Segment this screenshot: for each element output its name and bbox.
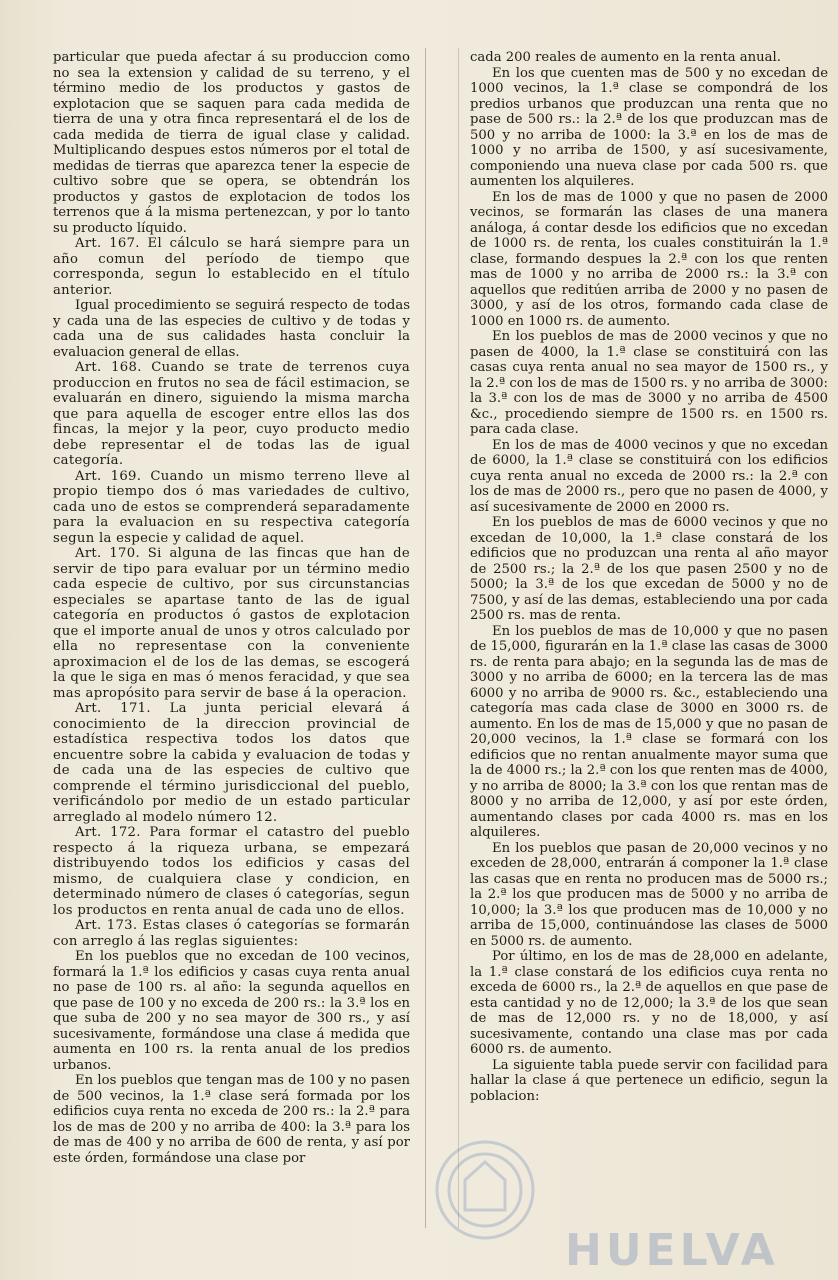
article-173: Art. 173. Estas clases ó categorías se formarán con arreglo á las reglas siguientes:: [53, 918, 410, 949]
article-167: Art. 167. El cálculo se hará siempre para un año comun del período de tiempo que corresponda, segun lo establecido en el título anterior.: [53, 236, 410, 298]
paragraph: En los pueblos que pasan de 20,000 vecinos y no exceden de 28,000, entrarán á componer la 1.ª clase las casas que en renta no producen mas de 5000 rs.; la 2.ª los que producen mas de 5000 y no arriba de 10,000; la 3.ª los que producen mas de 10,000 y no arriba de 15,000, continuándose las clases de 5000 en 5000 rs. de aumento.: [470, 840, 828, 949]
article-169: Art. 169. Cuando un mismo terreno lleve al propio tiempo dos ó mas variedades de cultivo, cada uno de estos se comprenderá separadamente para la evaluacion en su respectiva categoría segun la especie y calidad de aquel.: [53, 468, 410, 546]
paragraph: Igual procedimiento se seguirá respecto de todas y cada una de las especies de cultivo y de todas y cada una de sus calidades hasta concluir la evaluacion general de ellas.: [53, 298, 410, 360]
article-172: Art. 172. Para formar el catastro del pueblo respecto á la riqueza urbana, se empezará distribuyendo todos los edificios y casas del mismo, de cualquiera clase y condicion, en determinado número de clases ó categorías, segun los productos en renta anual de cada uno de ellos.: [53, 825, 410, 918]
paragraph: Por último, en los de mas de 28,000 en adelante, la 1.ª clase constará de los edificios cuya renta no exceda de 6000 rs., la 2.ª de aquellos en que pase de esta cantidad y no de 12,000; la 3.ª de los que sean de mas de 12,000 rs. y no de 18,000, y así sucesivamente, contando una clase mas por cada 6000 rs. de aumento.: [470, 949, 828, 1057]
right-text-column: [470, 50, 828, 1104]
watermark-text: HUELVA: [565, 1225, 779, 1276]
article-171: Art. 171. La junta pericial elevará á conocimiento de la direccion provincial de estadística respectiva todos los datos que encuentre sobre la cabida y evaluacion de todas y de cada una de las especies de cultivo que comprende el término jurisdiccional del pueblo, verificándolo por medio de un estado particular arreglado al modelo número 12.: [53, 701, 410, 825]
paragraph: En los que cuenten mas de 500 y no excedan de 1000 vecinos, la 1.ª clase se compondrá de los predios urbanos que produzcan una renta que no pase de 500 rs.: la 2.ª de los que produzcan mas de 500 y no arriba de 1000: la 3.ª en los de mas de 1000 y no arriba de 1500, y así sucesivamente, componiendo una nueva clase por cada 500 rs. que aumenten los alquileres.: [470, 65, 828, 189]
paragraph: En los de mas de 1000 y que no pasen de 2000 vecinos, se formarán las clases de una manera análoga, á contar desde los edificios que no excedan de 1000 rs. de renta, los cuales constituirán la 1.ª clase, formando despues la 2.ª con los que renten mas de 1000 y no arriba de 2000 rs.: la 3.ª con aquellos que reditúen arriba de 2000 y no pasen de 3000, y así de los otros, formando cada clase de 1000 en 1000 rs. de aumento.: [470, 189, 828, 329]
column-divider: [458, 48, 459, 1228]
paragraph: En los pueblos de mas de 10,000 y que no pasen de 15,000, figurarán en la 1.ª clase las casas de 3000 rs. de renta para abajo; en la segunda las de mas de 3000 y no arriba de 6000; en la tercera las de mas 6000 y no arriba de 9000 rs. &c., estableciendo una categoría mas cada clase de 3000 en 3000 rs. de aumento. En los de mas de 15,000 y que no pasan de 20,000 vecinos, la 1.ª clase se formará con los edificios que no rentan anualmente mayor suma que la de 4000 rs.; la 2.ª con los que renten mas de 4000, y no arriba de 8000; la 3.ª con los que rentan mas de 8000 y no arriba de 12,000, y así por este órden, aumentando clases por cada 4000 rs. mas en los alquileres.: [470, 623, 828, 840]
paragraph: En los pueblos de mas de 6000 vecinos y que no excedan de 10,000, la 1.ª clase constará de los edificios que no produzcan una renta al año mayor de 2500 rs.; la 2.ª de los que pasen 2500 y no de 5000; la 3.ª de los que excedan de 5000 y no de 7500, y así de las demas, estableciendo una por cada 2500 rs. mas de renta.: [470, 515, 828, 623]
left-text-column: [53, 50, 410, 1166]
paragraph: La siguiente tabla puede servir con facilidad para hallar la clase á que pertenece un edificio, segun la poblacion:: [470, 1057, 828, 1104]
column-divider: [425, 48, 426, 1228]
paragraph: En los pueblos que tengan mas de 100 y no pasen de 500 vecinos, la 1.ª clase será formada por los edificios cuya renta no exceda de 200 rs.: la 2.ª para los de mas de 200 y no arriba de 400: la 3.ª para los de mas de 400 y no arriba de 600 de renta, y así por este órden, formándose una clase por: [53, 1073, 410, 1166]
article-168: Art. 168. Cuando se trate de terrenos cuya produccion en frutos no sea de fácil estimacion, se evaluarán en dinero, siguiendo la misma marcha que para aquella de escoger entre ellos las dos fincas, la mejor y la peor, cuyo producto medio debe representar el de todas las de igual categoría.: [53, 360, 410, 468]
paragraph: En los pueblos de mas de 2000 vecinos y que no pasen de 4000, la 1.ª clase se constituirá con las casas cuya renta anual no sea mayor de 1500 rs., y la 2.ª con los de mas de 1500 rs. y no arriba de 3000: la 3.ª con los de mas de 3000 y no arriba de 4500 &c., procediendo siempre de 1500 rs. en 1500 rs. para cada clase.: [470, 329, 828, 437]
article-170: Art. 170. Si alguna de las fincas que han de servir de tipo para evaluar por un término medio cada especie de cultivo, por sus circunstancias especiales se apartase tanto de las de igual categoría en productos ó gastos de explotacion que el importe anual de unos y otros calculado por ella no representase con la conveniente aproximacion el de los de las demas, se escogerá la que le siga en mas ó menos feracidad, y que sea mas apropósito para servir de base á la operacion.: [53, 546, 410, 701]
paragraph: En los de mas de 4000 vecinos y que no excedan de 6000, la 1.ª clase se constituirá con los edificios cuya renta anual no exceda de 2000 rs.: la 2.ª con los de mas de 2000 rs., pero que no pasen de 4000, y así sucesivamente de 2000 en 2000 rs.: [470, 437, 828, 515]
paragraph: particular que pueda afectar á su produccion como no sea la extension y calidad de su terreno, y el término medio de los productos y gastos de explotacion que se saquen para cada medida de tierra de una y otra finca representará el de los de cada medida de tierra de igual clase y calidad. Multiplicando despues estos números por el total de medidas de tierras que aparezca tener la especie de cultivo sobre que se opera, se obtendrán los productos y gastos de explotacion de todos los terrenos que á la misma pertenezcan, y por lo tanto su producto líquido.: [53, 50, 410, 236]
paragraph: cada 200 reales de aumento en la renta anual.: [470, 50, 781, 65]
paragraph: En los pueblos que no excedan de 100 vecinos, formará la 1.ª los edificios y casas cuya renta anual no pase de 100 rs. al año: la segunda aquellos en que pase de 100 y no exceda de 200 rs.: la 3.ª los en que suba de 200 y no sea mayor de 300 rs., y así sucesivamente, formándose una clase á medida que aumenta en 100 rs. la renta anual de los predios urbanos.: [53, 949, 410, 1073]
